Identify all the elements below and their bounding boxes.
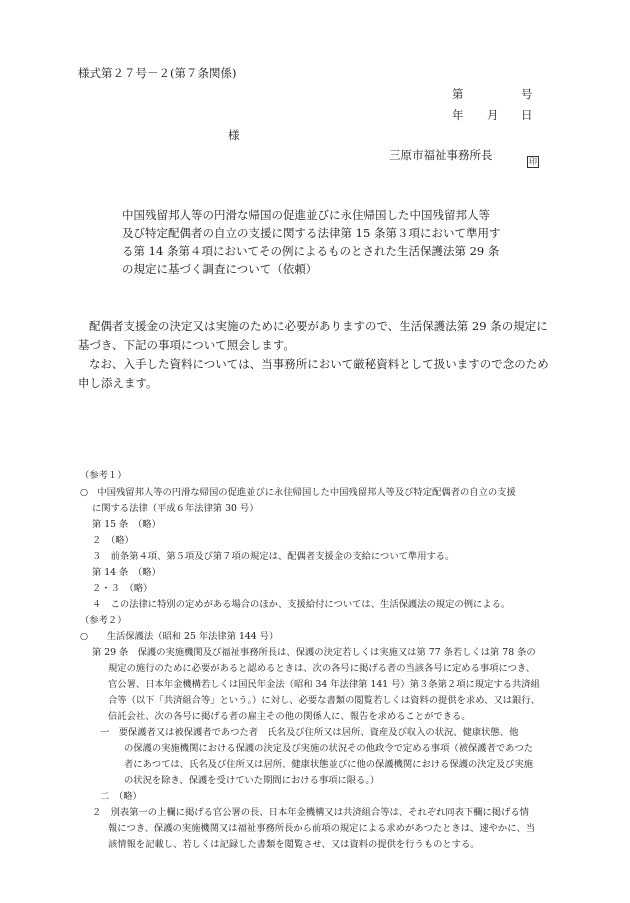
ref2-art29-line-1: 第 29 条 保護の実施機関及び福祉事務所長は、保護の決定若しくは実施又は第 77 条若しくは第 78 条の (92, 647, 536, 658)
title-line-1: 中国残留邦人等の円滑な帰国の促進並びに永住帰国した中国残留邦人等 (122, 208, 490, 222)
number-suffix: 号 (521, 87, 533, 101)
title-line-2: 及び特定配偶者の自立の支援に関する法律第 15 条第３項において準用す (122, 226, 501, 240)
seal-mark: 印 (529, 157, 537, 166)
ref2-para2-line-2: 報につき、保護の実施機関又は福祉事務所長から前項の規定による求めがあつたときは、速やかに、当 (108, 823, 536, 834)
ref2-art29-line-5: 信託会社、次の各号に掲げる者の雇主その他の関係人に、報告を求めることができる。 (108, 711, 471, 722)
ref1-line-4: 第 14 条 （略） (92, 567, 161, 578)
day-label: 日 (521, 108, 533, 122)
body-p2-line1: なお、入手した資料については、当事務所において厳秘資料として扱いますので念のため (89, 357, 549, 371)
body-p1-line2: 基づき、下記の事項について照会します。 (78, 338, 295, 352)
ref2-law-title: ○ 生活保護法（昭和 25 年法律第 144 号） (80, 631, 279, 642)
ref2-heading: （参考２） (80, 615, 127, 626)
addressee-suffix: 様 (228, 128, 240, 142)
form-id: 様式第２７号－２(第７条関係) (78, 66, 237, 80)
body-p2-line2: 申し添えます。 (78, 376, 158, 390)
year-label: 年 (452, 108, 464, 122)
ref1-line-3: ３ 前条第４項、第５項及び第７項の規定は、配偶者支援金の支給について準用する。 (92, 551, 455, 562)
ref1-line-6: ４ この法律に特別の定めがある場合のほか、支援給付については、生活保護法の規定の例による。 (92, 599, 511, 610)
month-label: 月 (487, 108, 499, 122)
ref2-item2: 二 （略） (100, 791, 142, 802)
ref2-item1-line-4: の状況を除き、保護を受けていた期間における事項に限る。） (124, 775, 380, 786)
number-label: 第 (452, 87, 464, 101)
ref2-para2-line-3: 該情報を記載し、若しくは記録した書類を閲覧させ、又は資料の提供を行うものとする。 (108, 839, 480, 850)
ref2-para2-line-1: ２ 別表第一の上欄に掲げる官公署の長、日本年金機構又は共済組合等は、それぞれ同表下欄に掲げる情 (92, 807, 529, 818)
ref2-item1-line-2: の保護の実施機関における保護の決定及び実施の状況その他政令で定める事項（被保護者であつた (124, 743, 534, 754)
ref1-line-2: ２ （略） (92, 535, 134, 546)
ref2-art29-line-2: 規定の施行のために必要があると認めるときは、次の各号に掲げる者の当該各号に定める事項につき、 (108, 663, 536, 674)
ref2-art29-line-4: 合等（以下「共済組合等」という。）に対し、必要な書類の閲覧若しくは資料の提供を求め、又は銀行、 (108, 695, 540, 706)
ref1-line-5: ２・３ （略） (92, 583, 153, 594)
title-line-4: の規定に基づく調査について（依頼） (122, 262, 318, 276)
ref1-heading: （参考１） (80, 470, 127, 481)
ref2-item1-line-1: 一 要保護者又は被保護者であつた者 氏名及び住所又は居所、資産及び収入の状況、健康状態、他 (100, 727, 519, 738)
title-line-3: る第 14 条第４項においてその例によるものとされた生活保護法第 29 条 (122, 244, 500, 258)
ref1-law-title-1: ○ 中国残留邦人等の円滑な帰国の促進並びに永住帰国した中国残留邦人等及び特定配偶者の自立の支援 (80, 487, 516, 498)
body-p1-line1: 配偶者支援金の決定又は実施のために必要がありますので、生活保護法第 29 条の規定に (89, 319, 548, 333)
ref2-item1-line-3: 者にあつては、氏名及び住所又は居所、健康状態並びに他の保護機関における保護の決定及び実施 (124, 759, 534, 770)
sender-name: 三原市福祉事務所長 (389, 148, 493, 162)
ref1-line-1: 第 15 条 （略） (92, 519, 161, 530)
ref2-art29-line-3: 官公署、日本年金機構若しくは国民年金法（昭和 34 年法律第 141 号）第３条第２項に規定する共済組 (108, 679, 540, 690)
ref1-law-title-2: に関する法律（平成６年法律第 30 号） (92, 503, 259, 514)
